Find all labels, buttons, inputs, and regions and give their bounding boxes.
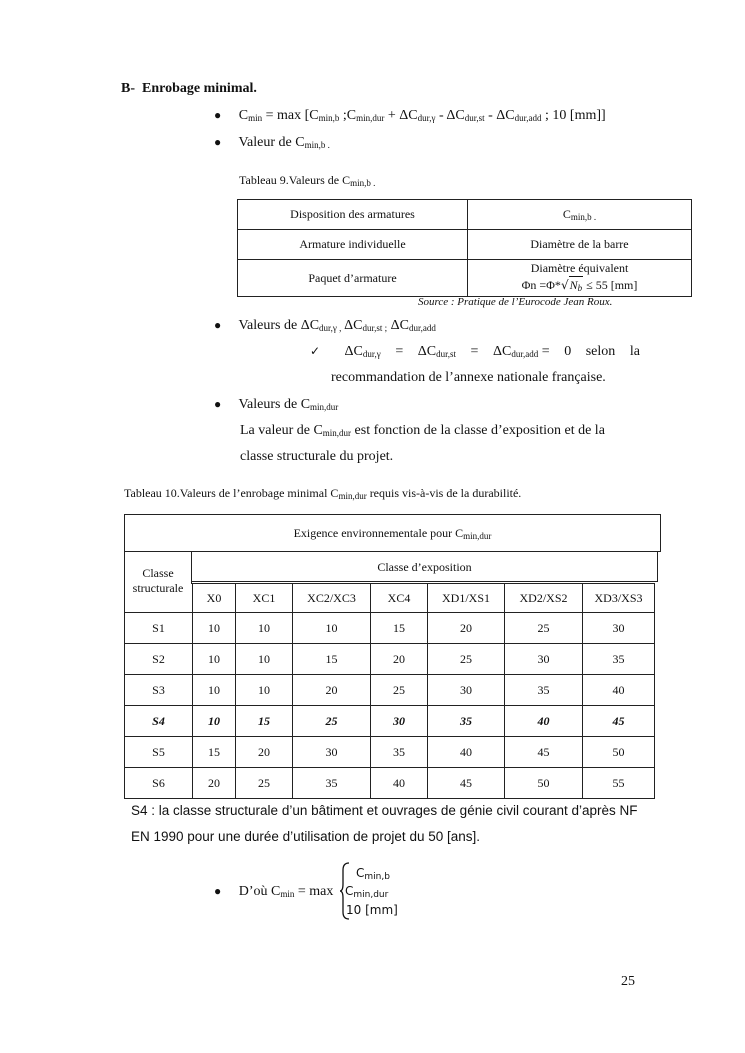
bullet-delta-cdur: ● Valeurs de $\Delta C_{dur,\gamma ,}$ $\Delta C_{dur,st ;}$ $\Delta C_{dur,add}$ — [214, 318, 436, 333]
table9 — [237, 199, 692, 297]
table9-header-disposition: Disposition des armatures — [238, 200, 468, 230]
bullet-dot-icon: ● — [214, 135, 222, 149]
table10-cell: 10 — [236, 613, 293, 644]
table10-row-label: S5 — [125, 737, 193, 768]
table-row-highlighted — [125, 706, 655, 737]
max-option-cmindur: $C_{min,dur}$ — [345, 884, 389, 900]
table10-cell: 20 — [236, 737, 293, 768]
table10-col-header: X0 — [193, 584, 236, 613]
table10-cell: 40 — [371, 768, 428, 799]
table10-cell: 35 — [293, 768, 371, 799]
table10-col-header: XC2/XC3 — [293, 584, 371, 613]
table9-cell: Armature individuelle — [238, 230, 468, 260]
cmindur-description-l2: classe structurale du projet. — [240, 449, 394, 464]
table10-cell: 25 — [428, 644, 505, 675]
table10-cell: 20 — [193, 768, 236, 799]
table10-cell: 20 — [371, 644, 428, 675]
table10-cell: 45 — [583, 706, 655, 737]
max-option-10mm: 10 [mm] — [346, 903, 398, 917]
table-row — [125, 737, 655, 768]
table10-row-label: S2 — [125, 644, 193, 675]
table10-col-header: XD3/XS3 — [583, 584, 655, 613]
check-mark-icon: ✓ — [310, 344, 321, 358]
equivalent-diameter-formula: $\Phi n =\Phi*√N_b \le 55$ [mm] — [468, 276, 691, 296]
table10-cell: 10 — [193, 675, 236, 706]
section-label: B- — [121, 81, 135, 96]
table10-cell: 45 — [505, 737, 583, 768]
sqrt-icon: √ — [560, 278, 569, 292]
table10-cell: 30 — [428, 675, 505, 706]
table10-cell: 10 — [236, 675, 293, 706]
table-row — [125, 675, 655, 706]
check-delta-line2: recommandation de l’annexe nationale française. — [331, 370, 606, 385]
table10-caption: Tableau 10.Valeurs de l’enrobage minimal $C_{min,dur}$ requis vis-à-vis de la durabilité. — [124, 486, 522, 501]
table9-caption: Tableau 9.Valeurs de $C_{min,b .}$ — [239, 173, 376, 188]
table10-cell: 35 — [505, 675, 583, 706]
table-row — [125, 644, 655, 675]
table-row — [125, 613, 655, 644]
section-heading — [121, 81, 257, 97]
table10-cell: 15 — [193, 737, 236, 768]
table10-cell: 10 — [293, 613, 371, 644]
table10-col-header: XC4 — [371, 584, 428, 613]
bullet-valeur-cmindur: ● Valeurs de $C_{min,dur}$ — [214, 397, 339, 412]
bullet-dot-icon: ● — [214, 884, 222, 898]
table10-cell: 10 — [193, 613, 236, 644]
table10-classe-structurale: Classe structurale — [124, 551, 192, 584]
bullet-dot-icon: ● — [214, 318, 222, 332]
table10-cell: 20 — [293, 675, 371, 706]
table9-source: Source : Pratique de l’Eurocode Jean Roux. — [418, 296, 613, 308]
table10-cell: 35 — [428, 706, 505, 737]
table10-cell: 10 — [193, 706, 236, 737]
max-option-cminb: $C_{min,b}$ — [356, 866, 390, 882]
bullet-cmin-formula: ● $C_{min} = \max [C_{min,b}$ $;C_{min,dur} + \Delta C_{dur,\gamma} - \Delta C_{dur,st} - \Delta C_{dur,add}$ ; 10 [mm]] — [214, 108, 606, 123]
table9-cell: Diamètre de la barre — [468, 230, 692, 260]
table-row — [125, 768, 655, 799]
bullet-dot-icon: ● — [214, 108, 222, 122]
page-number: 25 — [621, 974, 635, 989]
table10-row-label: S6 — [125, 768, 193, 799]
table-row — [238, 230, 692, 260]
table10-col-header: XD1/XS1 — [428, 584, 505, 613]
table10-column-headers — [125, 584, 655, 613]
table10 — [124, 583, 655, 799]
table9-header-row — [238, 200, 692, 230]
table10-cell: 40 — [583, 675, 655, 706]
table10-row-label: S3 — [125, 675, 193, 706]
bullet-dot-icon: ● — [214, 397, 222, 411]
table10-cell: 45 — [428, 768, 505, 799]
table-row — [238, 260, 692, 297]
table9-cell: Diamètre équivalent $\Phi n =\Phi*√N_b \le 55$ [mm] — [468, 260, 692, 297]
table10-cell: 15 — [236, 706, 293, 737]
table10-classe-exposition: Classe d’exposition — [191, 551, 658, 582]
table10-cell: 35 — [371, 737, 428, 768]
table10-cell: 10 — [236, 644, 293, 675]
table10-cell: 25 — [293, 706, 371, 737]
table10-col-header: XC1 — [236, 584, 293, 613]
table10-cell: 55 — [583, 768, 655, 799]
table10-cell: 30 — [293, 737, 371, 768]
table10-cell: 30 — [505, 644, 583, 675]
table10-cell: 25 — [505, 613, 583, 644]
cmindur-description-l1: La valeur de $C_{min,dur}$ est fonction de la classe d’exposition et de la — [240, 423, 605, 438]
table10-note-l2: EN 1990 pour une durée d’utilisation de projet du 50 [ans]. — [131, 829, 480, 844]
table10-note-l1: S4 : la classe structurale d’un bâtiment et ouvrages de génie civil courant d’après NF — [131, 803, 638, 818]
table9-header-cminb: $C_{min,b .}$ — [468, 200, 692, 230]
section-title: Enrobage minimal. — [142, 81, 257, 96]
table10-cell: 30 — [371, 706, 428, 737]
table10-cell: 10 — [193, 644, 236, 675]
table10-cell: 15 — [293, 644, 371, 675]
check-delta-values: ✓ $\Delta C_{dur,\gamma}$ = $\Delta C_{dur,st}$ = $\Delta C_{dur,add}$ = 0 selon la — [310, 344, 640, 359]
table10-corner-cell — [125, 584, 193, 613]
table10-cell: 50 — [583, 737, 655, 768]
table9-cell: Paquet d’armature — [238, 260, 468, 297]
table10-cell: 35 — [583, 644, 655, 675]
bullet-cmin-max: ● D’où $C_{min} = \max$ — [214, 884, 334, 899]
table10-row-label: S1 — [125, 613, 193, 644]
table10-cell: 25 — [371, 675, 428, 706]
table10-cell: 20 — [428, 613, 505, 644]
table10-col-header: XD2/XS2 — [505, 584, 583, 613]
table10-cell: 15 — [371, 613, 428, 644]
table10-cell: 25 — [236, 768, 293, 799]
table10-row-label: S4 — [125, 706, 193, 737]
table10-title: Exigence environnementale pour $C_{min,dur}$ — [124, 514, 661, 552]
table10-cell: 40 — [505, 706, 583, 737]
table10-cell: 30 — [583, 613, 655, 644]
table10-cell: 50 — [505, 768, 583, 799]
bullet-valeur-cminb: ● Valeur de $C_{min,b .}$ — [214, 135, 330, 150]
table10-cell: 40 — [428, 737, 505, 768]
